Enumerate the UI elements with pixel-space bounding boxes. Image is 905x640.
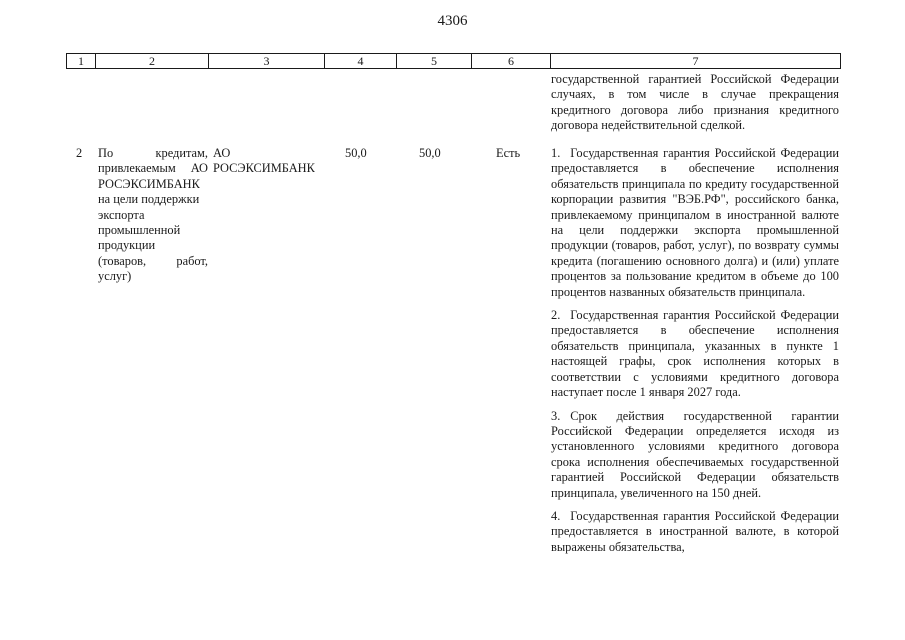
condition-number: 4. — [551, 508, 561, 523]
row-description — [98, 146, 208, 285]
condition-text: Государственная гарантия Российской Федерации предоставляется в обеспечение исполнения обязательств принципала по кредиту государственной корпорации развития "ВЭБ.РФ", российского банка, привлекаемому принципалом в иностранной валюте на цели поддержки экспорта промышленной продукции (товаров, работ, услуг), по возврату суммы кредита (погашению основного долга) и (или) уплате процентов за пользование кредитом в объеме до 100 процентов названных обязательств принципала. — [551, 146, 839, 299]
description-line: По кредитам, — [98, 146, 208, 160]
condition-text: Государственная гарантия Российской Федерации предоставляется в иностранной валюте, в которой выражены обязательства, — [551, 508, 839, 554]
header-col-2: 2 — [96, 54, 209, 68]
condition-paragraph — [551, 409, 839, 501]
row-organization: АО РОСЭКСИМБАНК — [213, 146, 315, 176]
condition-paragraph — [551, 308, 839, 400]
continuation-text: государственной гарантией Российской Федерации случаях, в том числе в случае прекращения кредитного договора либо признания кредитного договора недействительной сделкой. — [551, 72, 839, 133]
description-line: РОСЭКСИМБАНК — [98, 176, 200, 191]
description-line: продукции — [98, 238, 156, 253]
description-line: экспорта — [98, 207, 145, 222]
description-line: услуг) — [98, 269, 132, 284]
header-col-5: 5 — [397, 54, 472, 68]
header-col-7: 7 — [692, 54, 699, 68]
row-availability: Есть — [496, 146, 521, 160]
header-col-1: 1 — [67, 54, 96, 68]
description-line: (товаров, работ, — [98, 253, 208, 268]
table-header-row — [66, 53, 841, 69]
condition-text: Срок действия государственной гарантии Российской Федерации определяется исходя из установленного условиями кредитного договора срока исполнения обеспечиваемых государственной гарантией Российской Федерации обязательств принципала, увеличенного на 150 дней. — [551, 408, 839, 500]
row-value-1: 50,0 — [345, 146, 367, 160]
page-number: 4306 — [437, 13, 468, 29]
description-line: на цели поддержки — [98, 192, 200, 207]
header-col-4: 4 — [325, 54, 397, 68]
row-number: 2 — [76, 146, 83, 160]
header-col-6: 6 — [472, 54, 551, 68]
condition-paragraph — [551, 146, 839, 300]
condition-number: 3. — [551, 408, 561, 423]
condition-number: 1. — [551, 146, 561, 160]
description-line: промышленной — [98, 223, 181, 238]
condition-text: Государственная гарантия Российской Федерации предоставляется в обеспечение исполнения обязательств принципала, указанных в пункте 1 настоящей графы, срок исполнения которых в соответствии с условиями кредитного договора наступает после 1 января 2027 года. — [551, 308, 839, 400]
condition-paragraph — [551, 509, 839, 555]
row-value-2: 50,0 — [419, 146, 441, 160]
header-col-3: 3 — [209, 54, 325, 68]
row-conditions — [551, 146, 839, 563]
condition-number: 2. — [551, 308, 561, 323]
description-line: привлекаемым АО — [98, 161, 208, 176]
